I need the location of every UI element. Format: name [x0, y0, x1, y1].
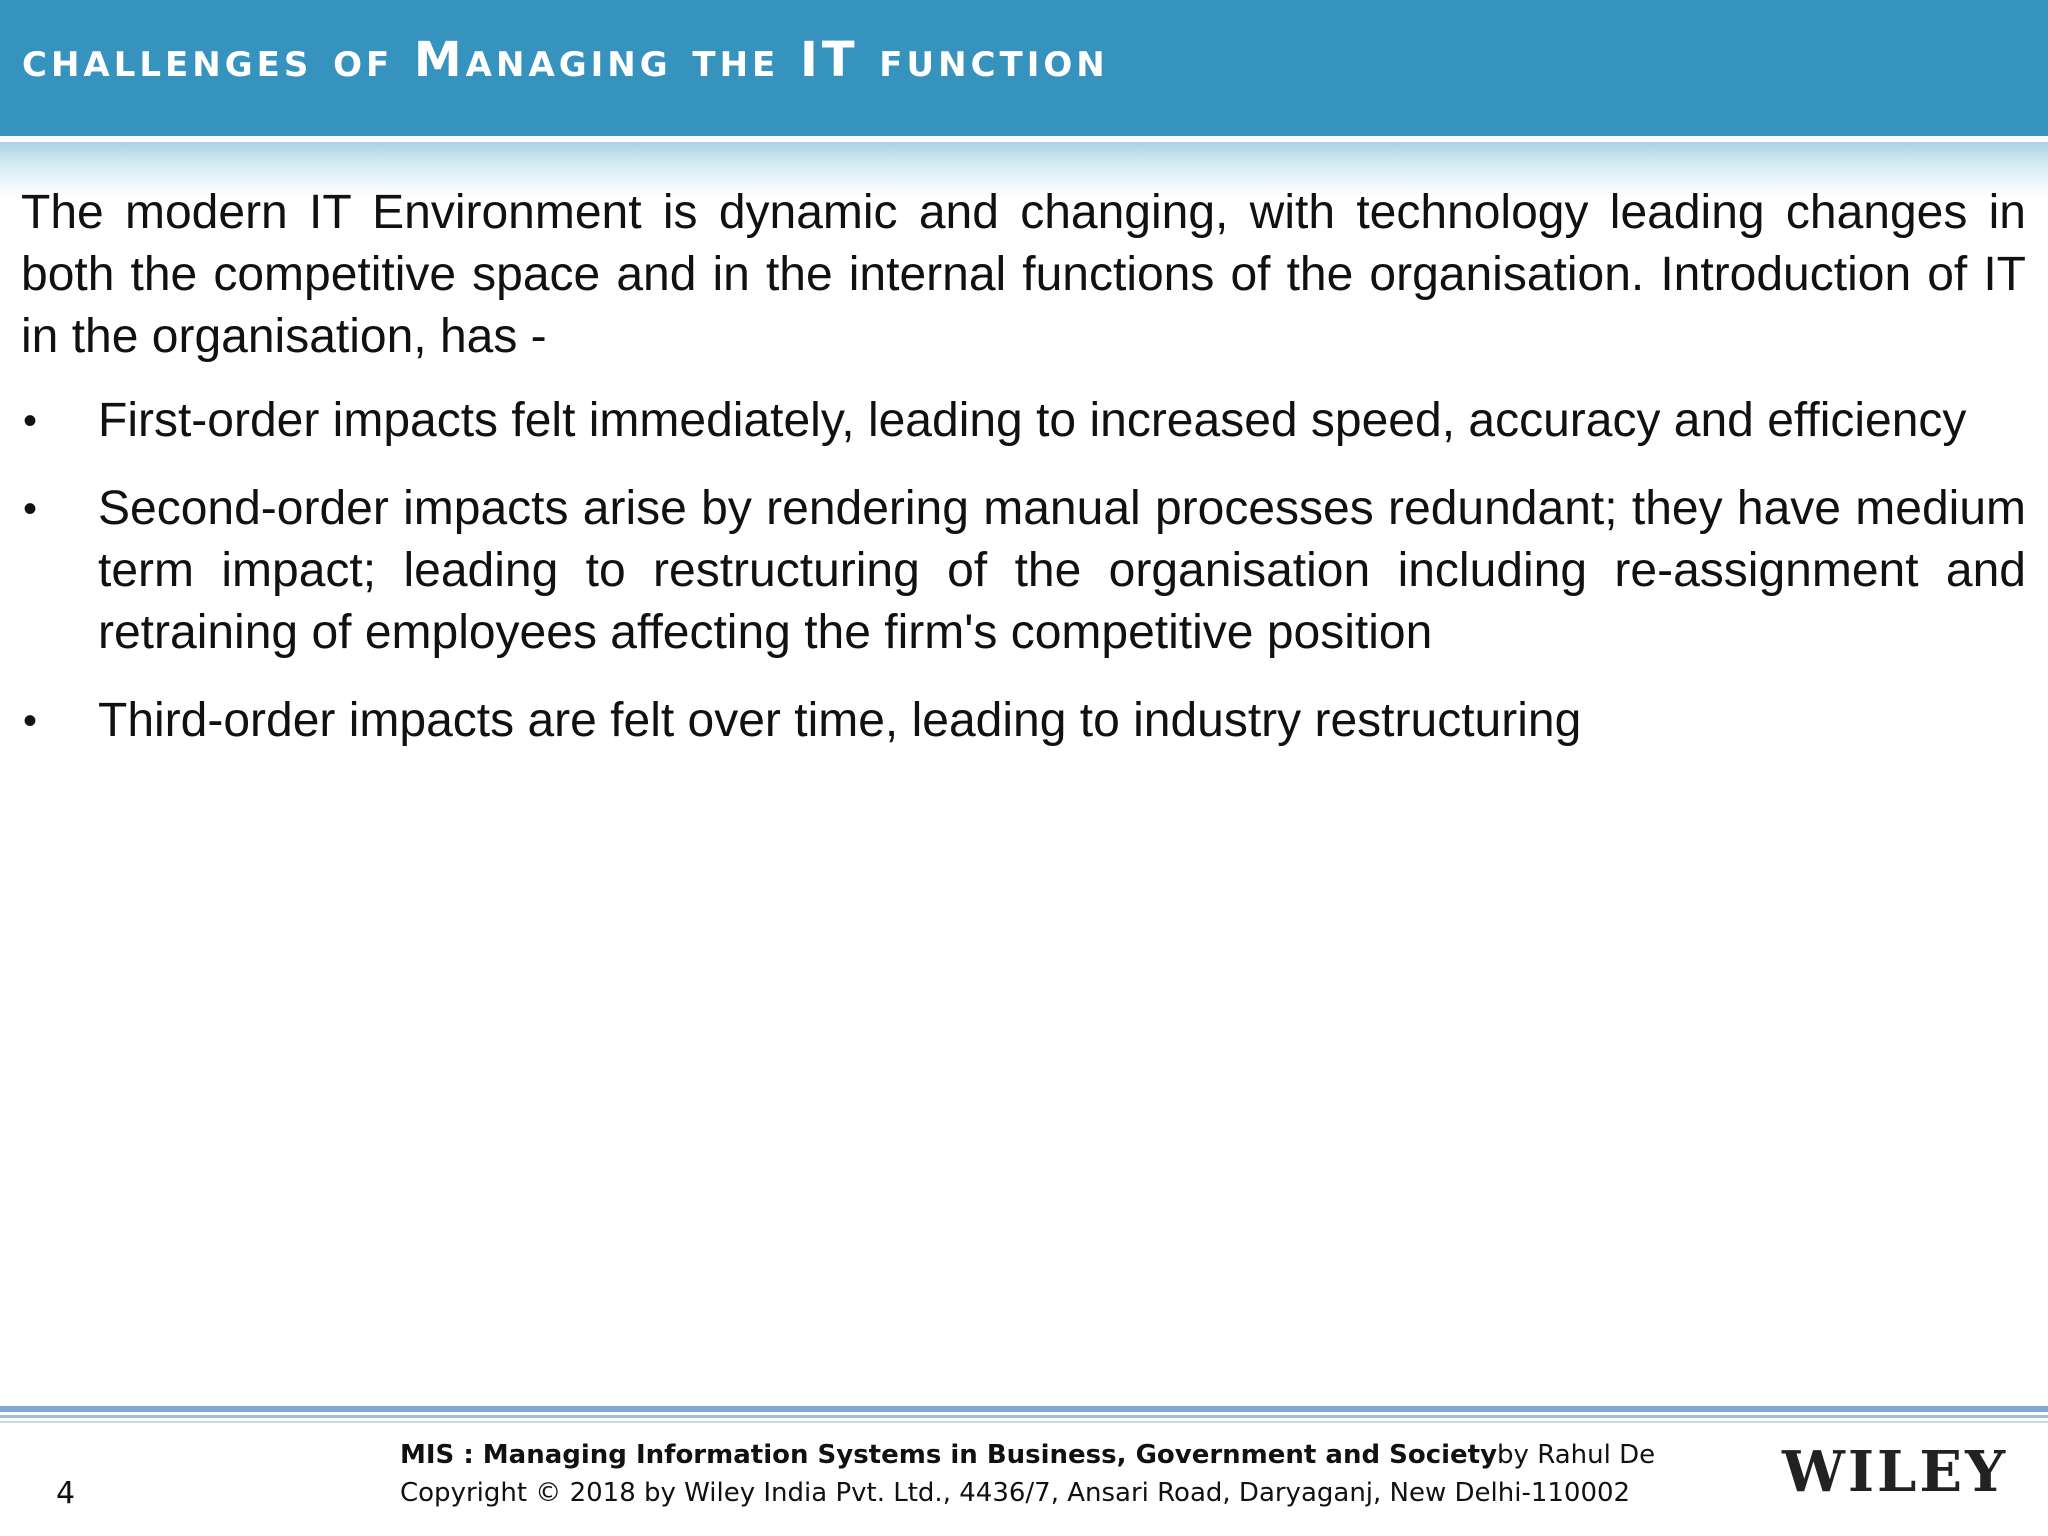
title-part: IT: [799, 32, 859, 88]
bullet-text: Third-order impacts are felt over time, leading to industry restructuring: [98, 694, 1582, 747]
bullet-icon: •: [23, 399, 38, 443]
title-part: challenges of: [22, 32, 414, 88]
footer-row: [400, 1436, 1656, 1474]
bullet-text: Second-order impacts arise by rendering manual processes redundant; they have medium term impact; leading to restructuring of the organisation including re-assignment and retraining of employees affecting the firm's competitive position: [98, 482, 2026, 659]
bullet-item: [21, 390, 2026, 452]
page-number: 4: [56, 1476, 76, 1511]
book-title: MIS : Managing Information Systems in Business, Government and Society: [400, 1440, 1498, 1470]
author: by Rahul De: [1497, 1440, 1656, 1470]
title-part: M: [413, 32, 466, 88]
bullet-item: [21, 478, 2026, 664]
title-bar: [0, 0, 2048, 136]
wiley-logo: WILEY: [1760, 1434, 2030, 1510]
intro-paragraph: The modern IT Environment is dynamic and changing, with technology leading changes in both the competitive space and in the internal functions of the organisation. Introduction of IT in the organisation, has -: [21, 186, 2026, 363]
footer-rule: [0, 1415, 2048, 1418]
footer-divider: [0, 1406, 2048, 1428]
bullet-icon: •: [23, 487, 38, 531]
footer-rule: [0, 1406, 2048, 1412]
slide-title: [22, 34, 1109, 87]
footer-rule: [0, 1421, 2048, 1423]
bullet-list: [21, 390, 2026, 752]
footer-credits: [400, 1436, 1656, 1512]
title-part: function: [858, 32, 1109, 88]
slide-body: [21, 182, 2026, 778]
title-part: anaging the: [465, 32, 800, 88]
copyright-notice: Copyright © 2018 by Wiley India Pvt. Ltd., 4436/7, Ansari Road, Daryaganj, New Delhi-110002: [400, 1478, 1631, 1508]
bullet-item: [21, 690, 2026, 752]
bullet-icon: •: [23, 699, 38, 743]
bullet-text: First-order impacts felt immediately, leading to increased speed, accuracy and efficiency: [98, 394, 1967, 447]
